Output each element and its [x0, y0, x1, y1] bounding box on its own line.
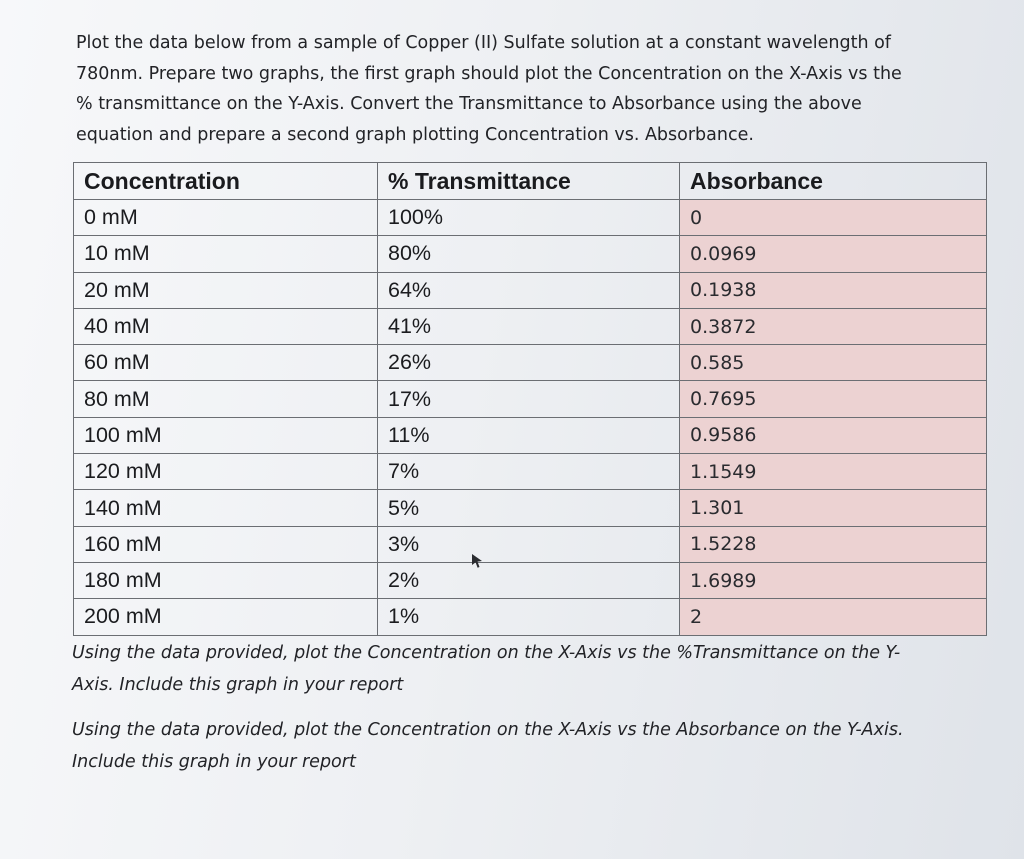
instruction-line: Include this graph in your report	[72, 752, 356, 772]
cell-transmittance: 41%	[378, 308, 680, 344]
cell-concentration: 40 mM	[74, 308, 378, 344]
cell-transmittance: 1%	[378, 599, 680, 635]
cell-transmittance: 7%	[378, 454, 680, 490]
intro-line: Plot the data below from a sample of Copper (II) Sulfate solution at a constant wavelength of	[76, 33, 891, 53]
header-absorbance: Absorbance	[680, 163, 987, 200]
cell-concentration: 120 mM	[74, 454, 378, 490]
table-row	[74, 599, 987, 635]
cell-transmittance: 100%	[378, 200, 680, 236]
cell-concentration: 80 mM	[74, 381, 378, 417]
intro-line: % transmittance on the Y-Axis. Convert the Transmittance to Absorbance using the above	[76, 94, 862, 114]
cell-transmittance: 64%	[378, 272, 680, 308]
table-row	[74, 200, 987, 236]
cell-absorbance: 1.6989	[680, 562, 987, 598]
cell-absorbance: 1.301	[680, 490, 987, 526]
table-row	[74, 272, 987, 308]
cell-absorbance: 0.585	[680, 345, 987, 381]
table-row	[74, 381, 987, 417]
cell-transmittance: 5%	[378, 490, 680, 526]
cell-concentration: 60 mM	[74, 345, 378, 381]
instruction-absorbance-graph	[72, 714, 992, 778]
cell-absorbance: 0.7695	[680, 381, 987, 417]
cell-absorbance: 0.3872	[680, 308, 987, 344]
cell-transmittance: 17%	[378, 381, 680, 417]
cell-absorbance: 2	[680, 599, 987, 635]
header-concentration: Concentration	[74, 163, 378, 200]
instruction-line: Using the data provided, plot the Concentration on the X-Axis vs the %Transmittance on the Y-	[72, 643, 901, 663]
cell-concentration: 180 mM	[74, 562, 378, 598]
cell-transmittance: 2%	[378, 562, 680, 598]
cell-concentration: 10 mM	[74, 236, 378, 272]
header-transmittance: % Transmittance	[378, 163, 680, 200]
cell-transmittance: 11%	[378, 417, 680, 453]
cell-transmittance: 80%	[378, 236, 680, 272]
table-row	[74, 526, 987, 562]
cell-transmittance: 26%	[378, 345, 680, 381]
table-row	[74, 454, 987, 490]
cell-absorbance: 0.0969	[680, 236, 987, 272]
intro-line: 780nm. Prepare two graphs, the first graph should plot the Concentration on the X-Axis vs the	[76, 63, 902, 84]
instruction-line: Axis. Include this graph in your report	[72, 675, 404, 695]
table-row	[74, 236, 987, 272]
table-row	[74, 417, 987, 453]
table-row	[74, 308, 987, 344]
table-row	[74, 562, 987, 598]
cell-absorbance: 0.1938	[680, 272, 987, 308]
table-row	[74, 345, 987, 381]
cell-absorbance: 0	[680, 200, 987, 236]
instruction-transmittance-graph	[72, 637, 992, 701]
cell-absorbance: 1.5228	[680, 526, 987, 562]
cell-concentration: 160 mM	[74, 526, 378, 562]
data-table	[73, 162, 987, 636]
cell-concentration: 100 mM	[74, 417, 378, 453]
cell-absorbance: 0.9586	[680, 417, 987, 453]
intro-paragraph	[76, 28, 976, 150]
table-header-row	[74, 163, 987, 200]
instruction-line: Using the data provided, plot the Concentration on the X-Axis vs the Absorbance on the Y-Axis.	[72, 720, 904, 740]
cell-transmittance: 3%	[378, 526, 680, 562]
cell-concentration: 0 mM	[74, 200, 378, 236]
cell-concentration: 20 mM	[74, 272, 378, 308]
intro-line: equation and prepare a second graph plotting Concentration vs. Absorbance.	[76, 124, 754, 145]
table-row	[74, 490, 987, 526]
cell-absorbance: 1.1549	[680, 454, 987, 490]
cell-concentration: 200 mM	[74, 599, 378, 635]
cell-concentration: 140 mM	[74, 490, 378, 526]
mouse-pointer-icon	[470, 553, 484, 569]
